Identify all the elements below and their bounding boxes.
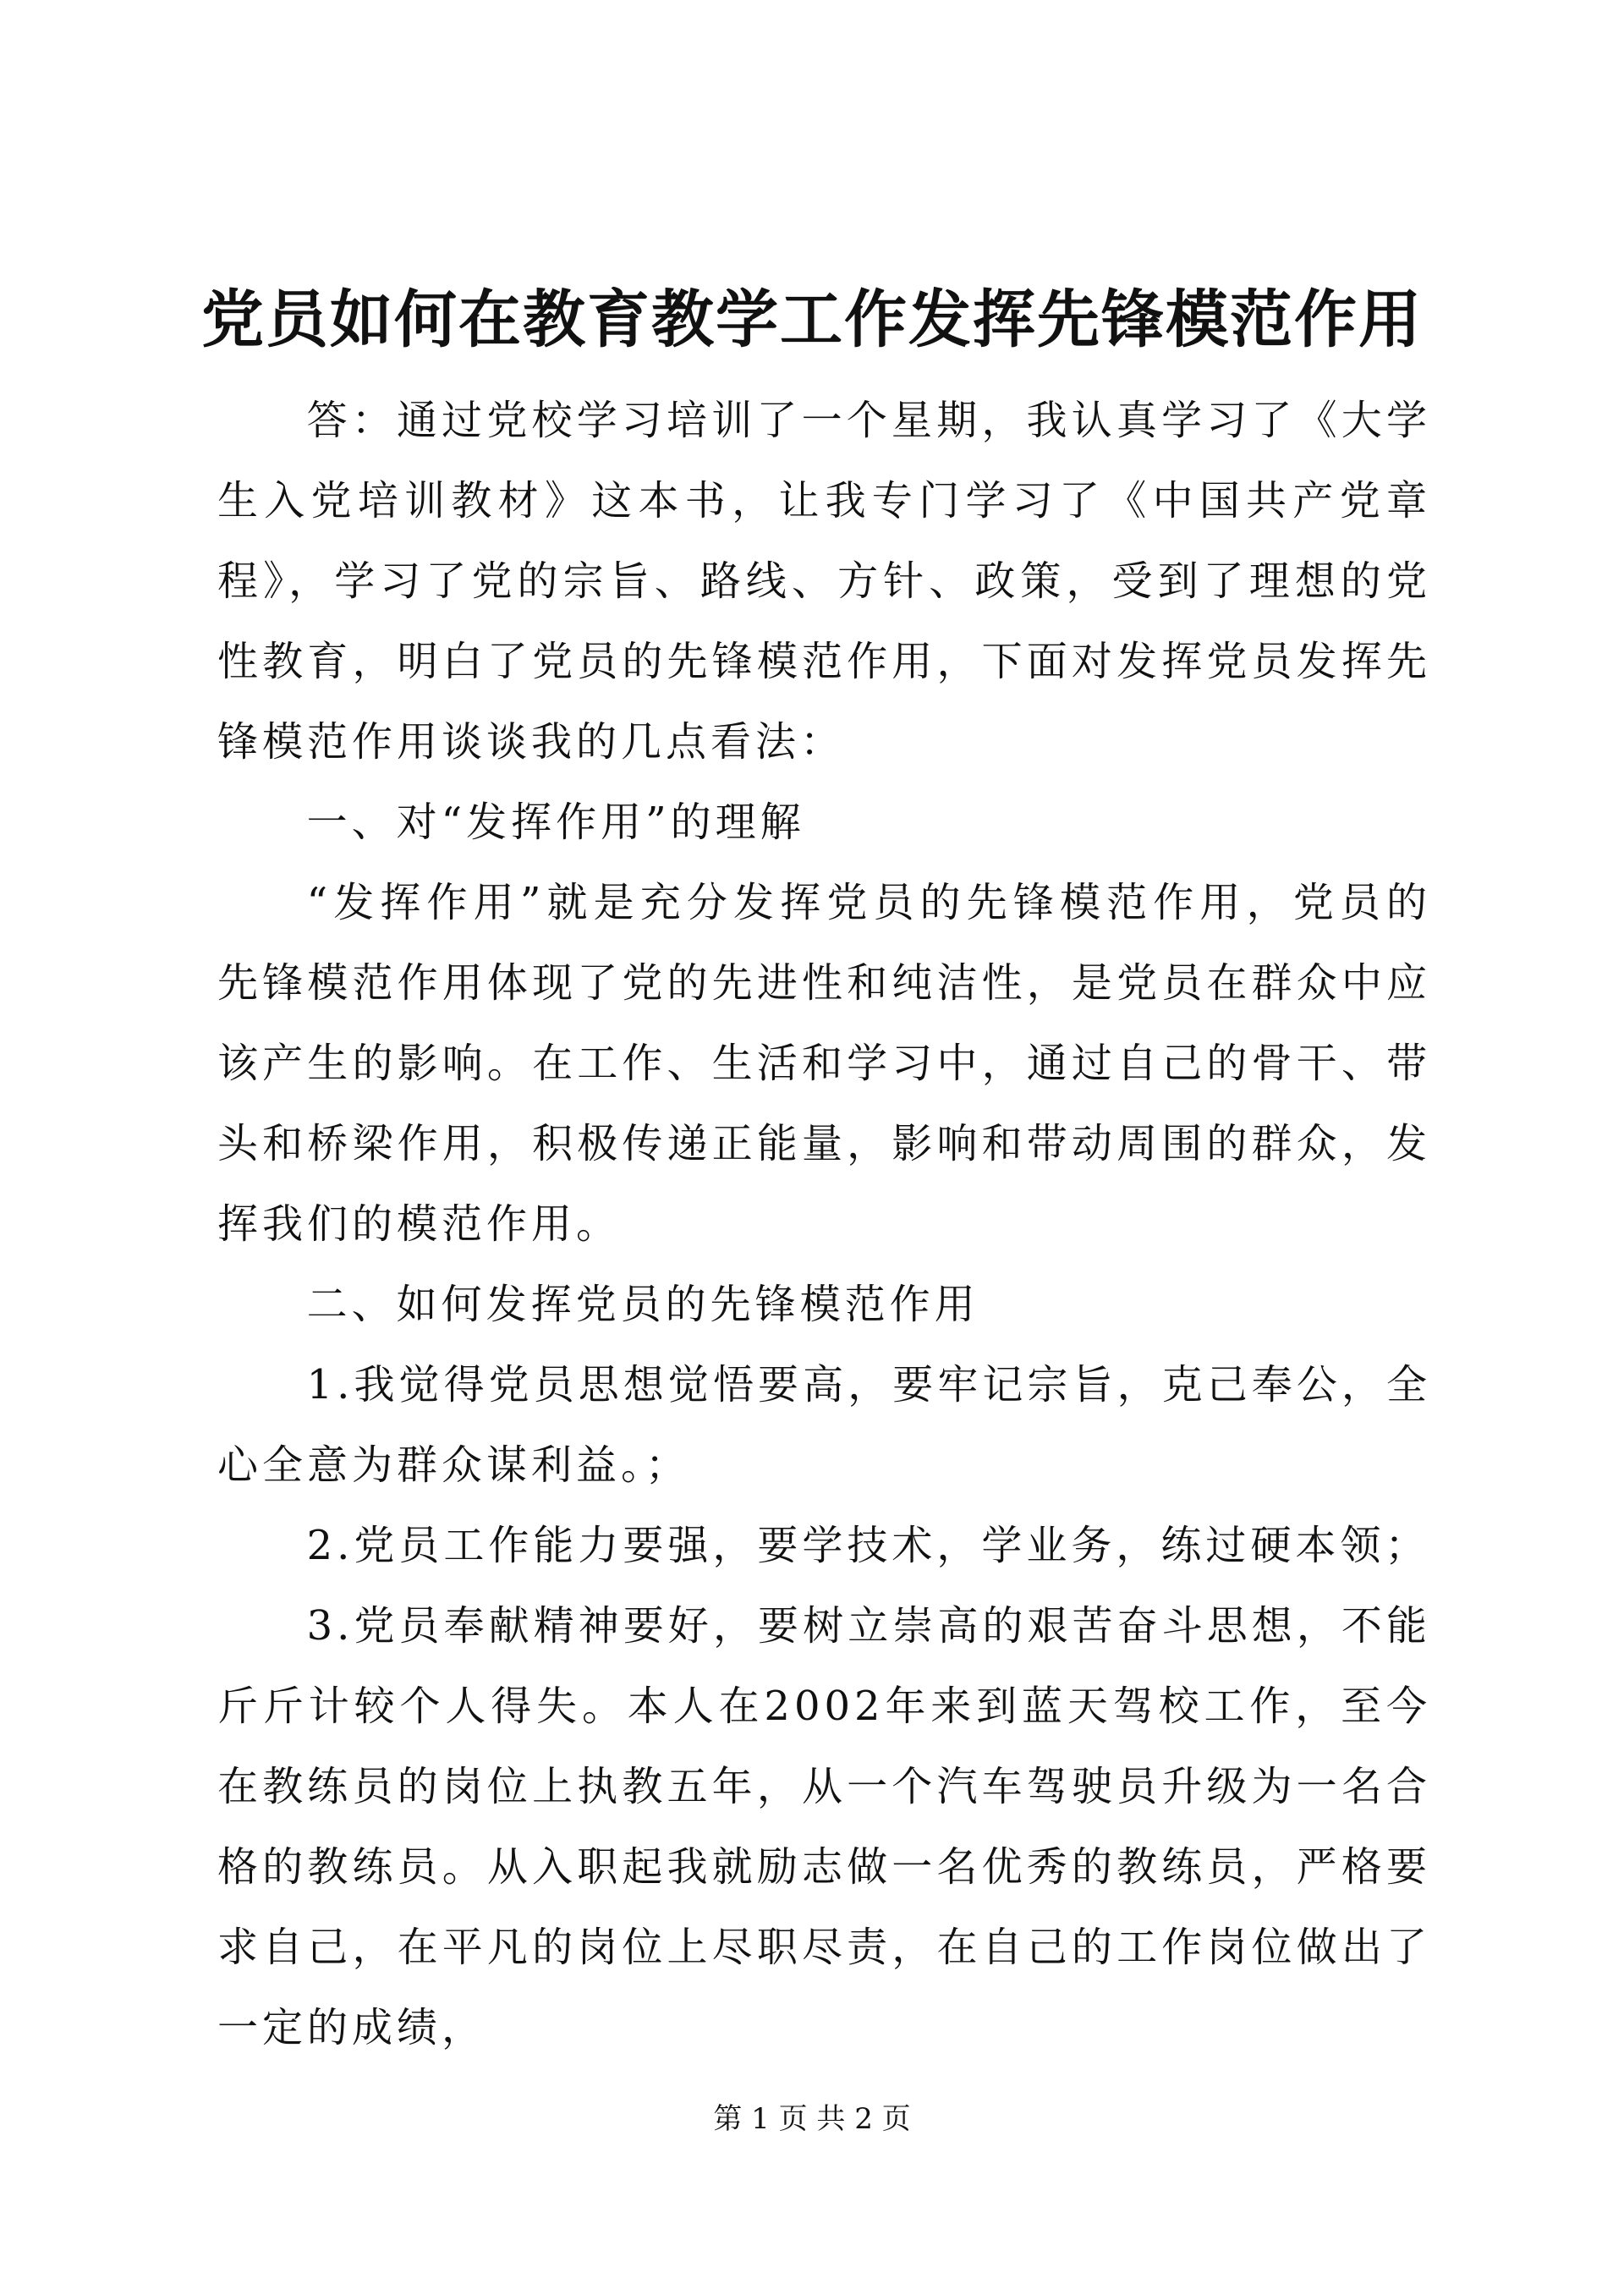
document-title: 党员如何在教育教学工作发挥先锋模范作用 [201, 283, 1423, 356]
page-footer: 第 1 页 共 2 页 [713, 2102, 911, 2136]
paragraph-understanding: “发挥作用”就是充分发挥党员的先锋模范作用，党员的先锋模范作用体现了党的先进性和纯洁性，是党员在群众中应该产生的影响。在工作、生活和学习中，通过自己的骨干、带头和桥梁作用，积极传递正能量，影响和带动周围的群众，发挥我们的模范作用。 [217, 879, 1431, 1248]
list-item-1: 1.我觉得党员思想觉悟要高，要牢记宗旨，克己奉公，全心全意为群众谋利益。； [217, 1361, 1431, 1489]
paragraph-intro: 答：通过党校学习培训了一个星期，我认真学习了《大学生入党培训教材》这本书，让我专门学习了《中国共产党章程》，学习了党的宗旨、路线、方针、政策，受到了理想的党性教育，明白了党员的先锋模范作用，下面对发挥党员发挥先锋模范作用谈谈我的几点看法： [217, 397, 1431, 766]
section-heading-1: 一、对“发挥作用”的理解 [306, 799, 805, 846]
section-heading-2: 二、如何发挥党员的先锋模范作用 [306, 1281, 979, 1328]
list-item-2: 2.党员工作能力要强，要学技术，学业务，练过硬本领； [306, 1522, 1430, 1569]
list-item-3: 3.党员奉献精神要好，要树立崇高的艰苦奋斗思想，不能斤斤计较个人得失。本人在2002年来到蓝天驾校工作，至今在教练员的岗位上执教五年，从一个汽车驾驶员升级为一名合格的教练员。从入职起我就励志做一名优秀的教练员，严格要求自己，在平凡的岗位上尽职尽责，在自己的工作岗位做出了一定的成绩， [217, 1602, 1431, 2051]
document-body [217, 381, 1431, 2068]
